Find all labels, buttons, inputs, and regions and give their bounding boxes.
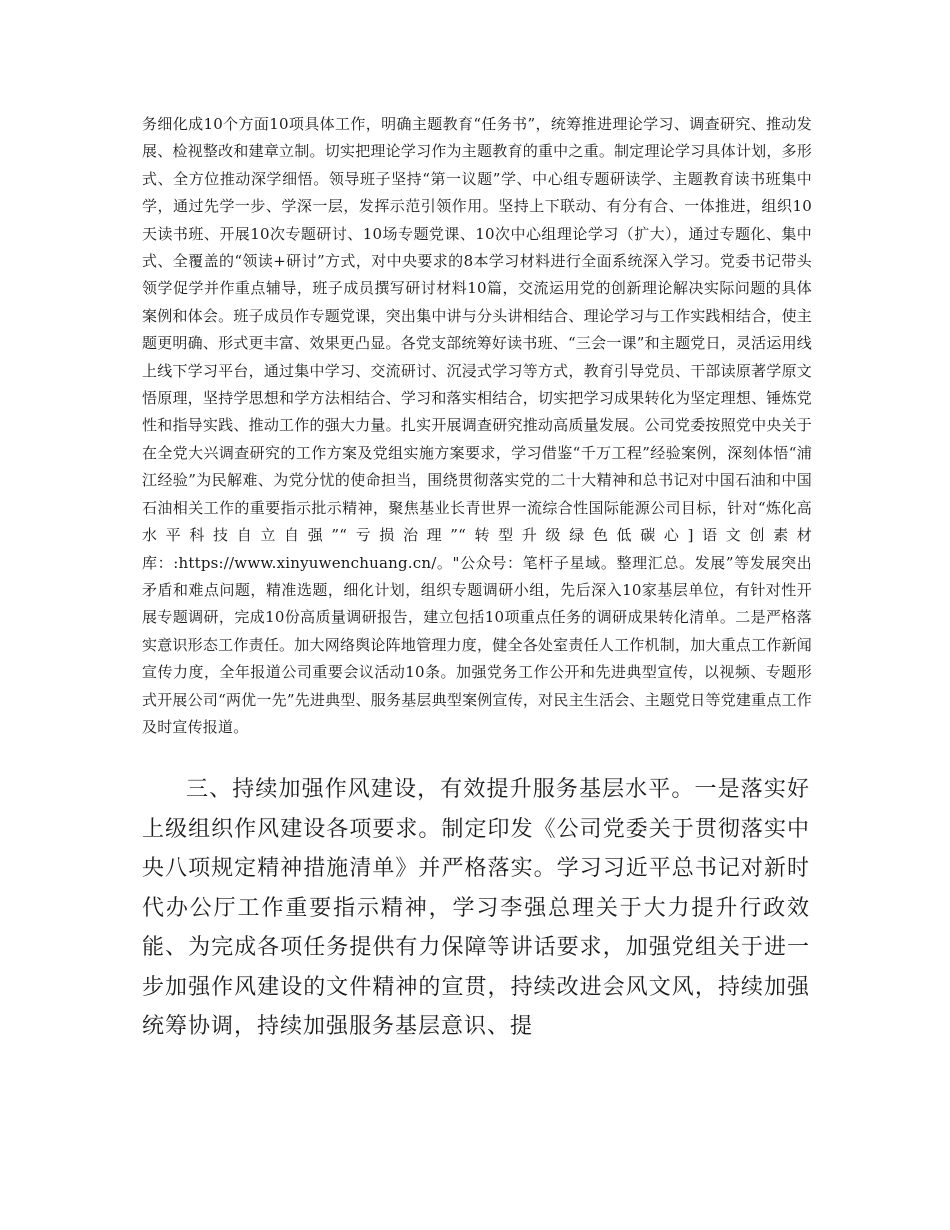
section-three-paragraph: 三、持续加强作风建设，有效提升服务基层水平。一是落实好上级组织作风建设各项要求。制定印发《公司党委关于贯彻落实中央八项规定精神措施清单》并严格落实。学习习近平总书记对新时代办公厅工作重要指示精神，学习李强总理关于大力提升行政效能、为完成各项任务提供有力保障等讲话要求，加强党组关于进一步加强作风建设的文件精神的宣贯，持续改进会风文风，持续加强统筹协调，持续加强服务基层意识、提 bbox=[142, 777, 810, 1039]
body-paragraph: 务细化成10个方面10项具体工作，明确主题教育“任务书”，统筹推进理论学习、调查研究、推动发展、检视整改和建章立制。切实把理论学习作为主题教育的重中之重。制定理论学习具体计划，多形式、全方位推动深学细悟。领导班子坚持“第一议题”学、中心组专题研读学、主题教育读书班集中学，通过先学一步、学深一层，发挥示范引领作用。坚持上下联动、有分有合、一体推进，组织10天读书班、开展10次专题研讨、10场专题党课、10次中心组理论学习（扩大），通过专题化、集中式、全覆盖的“领读+研讨”方式，对中央要求的8本学习材料进行全面系统深入学习。党委书记带头领学促学并作重点辅导，班子成员撰写研讨材料10篇，交流运用党的创新理论解决实际问题的具体案例和体会。班子成员作专题党课，突出集中讲与分头讲相结合、理论学习与工作实践相结合，使主题更明确、形式更丰富、效果更凸显。各党支部统筹好读书班、“三会一课”和主题党日，灵活运用线上线下学习平台，通过集中学习、交流研讨、沉浸式学习等方式，教育引导党员、干部读原著学原文悟原理，坚持学思想和学方法相结合、学习和落实相结合，切实把学习成果转化为坚定理想、锤炼党性和指导实践、推动工作的强大力量。扎实开展调查研究推动高质量发展。公司党委按照党中央关于在全党大兴调查研究的工作方案及党组实施方案要求，学习借鉴“千万工程”经验案例，深刻体悟“浦江经验”为民解难、为党分忧的使命担当，围绕贯彻落实党的二十大精神和总书记对中国石油和中国石油相关工作的重要指示批示精神，聚焦基业长青世界一流综合性国际能源公司目标，针对“炼化高水平科技自立自强”“亏损治理”“转型升级绿色低碳心]语文创素材库：:https://www.xinyuwenchuang.cn/。"公众号：笔杆子星域。整理汇总。发展”等发展突出矛盾和难点问题，精准选题，细化计划，组织专题调研小组，先后深入10家基层单位，有针对性开展专题调研，完成10份高质量调研报告，建立包括10项重点任务的调研成果转化清单。二是严格落实意识形态工作责任。加大网络舆论阵地管理力度，健全各处室责任人工作机制，加大重点工作新闻宣传力度，全年报道公司重要会议活动10条。加强党务工作公开和先进典型宣传，以视频、专题形式开展公司“两优一先”先进典型、服务基层典型案例宣传，对民主生活会、主题党日等党建重点工作及时宣传报道。 bbox=[142, 115, 812, 736]
